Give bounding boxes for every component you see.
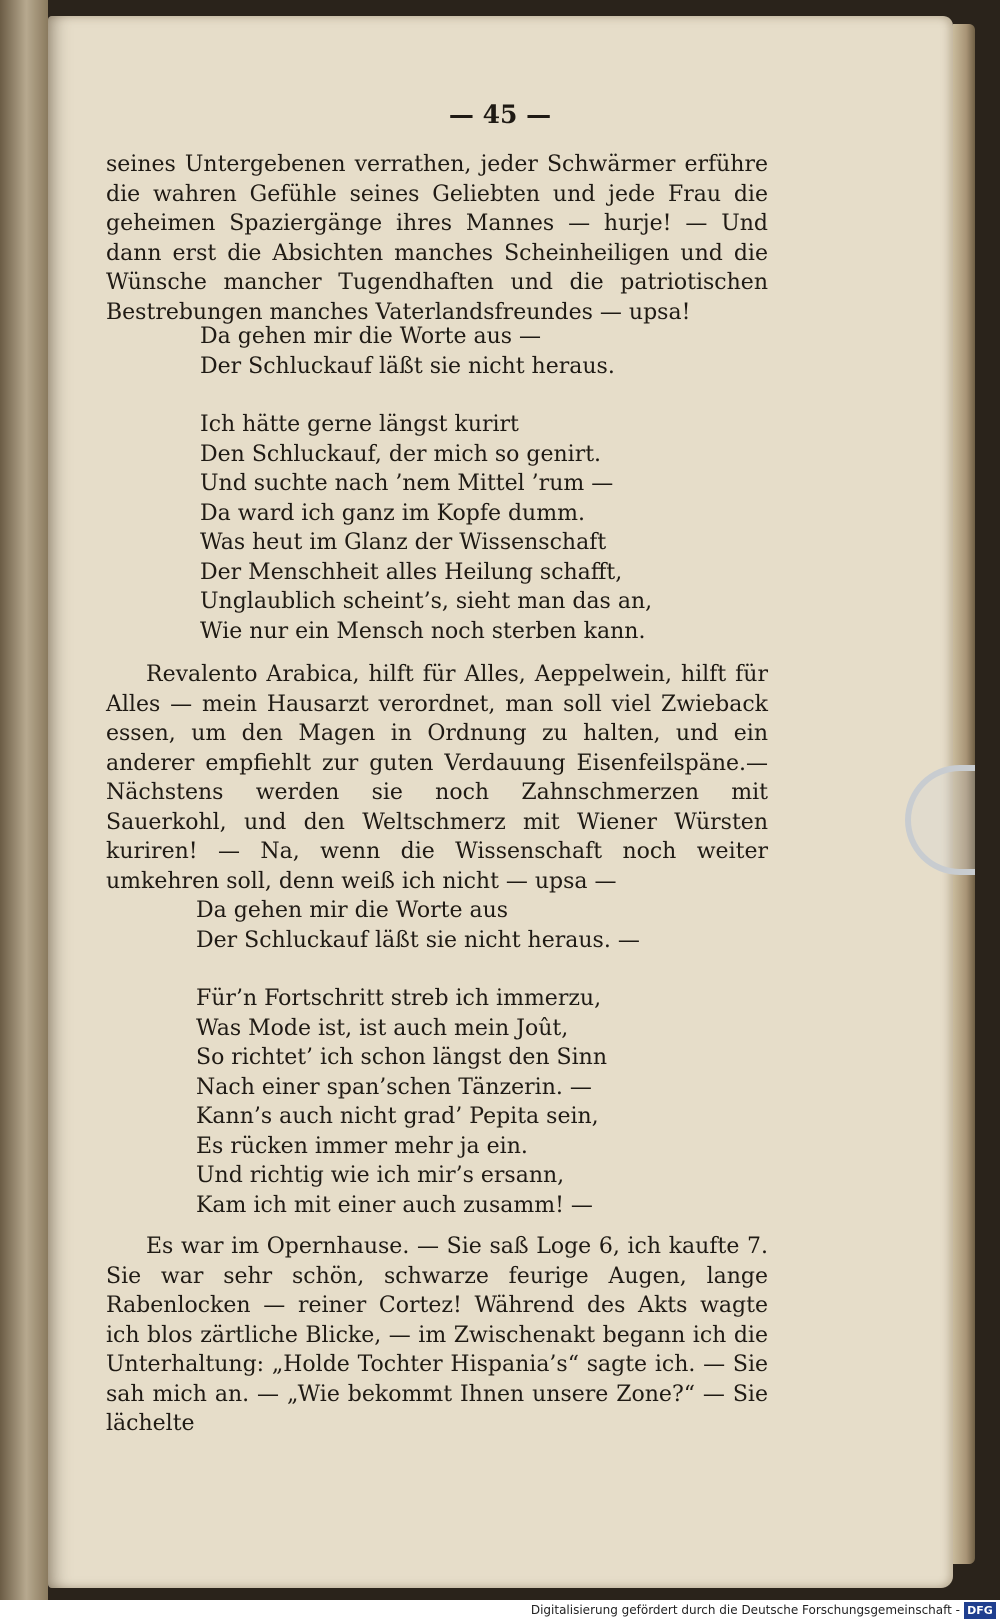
verse-line: So richtet’ ich schon längst den Sinn	[196, 1045, 607, 1070]
footer-credit: Digitalisierung gefördert durch die Deutsche Forschungsgemeinschaft -	[530, 1603, 960, 1617]
verse-line: Was heut im Glanz der Wissenschaft	[200, 530, 607, 555]
paragraph-1: seines Untergebenen verrathen, jeder Schwärmer erführe die wahren Gefühle seines Geliebten und jede Frau die geheimen Spaziergänge ihres Mannes — hurje! — Und dann erst die Absichten manches Scheinheiligen und die Wünsche mancher Tugendhaften und die patriotischen Bestrebungen manches Vaterlandsfreundes — upsa!	[106, 152, 768, 325]
stanza-1	[200, 410, 652, 646]
verse-line: Nach einer span’schen Tänzerin. —	[196, 1074, 592, 1100]
refrain-1	[200, 322, 615, 381]
footer	[0, 1600, 1000, 1622]
verse-line: Ich hätte gerne längst kurirt	[200, 412, 519, 437]
verse-line: Der Schluckauf läßt sie nicht heraus. —	[196, 927, 640, 953]
verse-line: Kam ich mit einer auch zusamm! —	[196, 1192, 593, 1218]
stanza-2	[196, 984, 607, 1220]
verse-line: Und suchte nach ’nem Mittel ’rum —	[200, 471, 614, 496]
verse-line: Es rücken immer mehr ja ein.	[196, 1133, 528, 1159]
verse-line: Wie nur ein Mensch noch sterben kann.	[200, 618, 646, 644]
verse-line: Den Schluckauf, der mich so genirt.	[200, 441, 602, 467]
verse-line: Der Menschheit alles Heilung schafft,	[200, 559, 623, 585]
adjacent-page-edge	[0, 0, 48, 1600]
verse-line: Für’n Fortschritt streb ich immerzu,	[196, 986, 602, 1011]
verse-line: Kann’s auch nicht grad’ Pepita sein,	[196, 1104, 599, 1129]
verse-line: Und richtig wie ich mir’s ersann,	[196, 1163, 565, 1188]
verse-line: Der Schluckauf läßt sie nicht heraus.	[200, 353, 615, 379]
paragraph-3: Es war im Opernhause. — Sie saß Loge 6, ich kaufte 7. Sie war sehr schön, schwarze feurige Augen, lange Rabenlocken — reiner Cortez! Während des Akts wagte ich blos zärtliche Blicke, — im Zwischenakt begann ich die Unterhaltung: „Holde Tochter Hispania’s“ sagte ich. — Sie sah mich an. — „Wie bekommt Ihnen unsere Zone?“ — Sie lächelte	[106, 1234, 768, 1436]
verse-line: Da gehen mir die Worte aus	[196, 898, 509, 923]
dfg-logo: DFG	[964, 1602, 996, 1619]
refrain-2	[196, 896, 640, 955]
paragraph-2: Revalento Arabica, hilft für Alles, Aeppelwein, hilft für Alles — mein Hausarzt verordnet, man soll viel Zwieback essen, um den Magen in Ordnung zu halten, und ein anderer empfiehlt zur guten Verdauung Eisenfeilspäne.— Nächstens werden sie noch Zahnschmerzen mit Sauerkohl, und den Weltschmerz mit Wiener Würsten kuriren! — Na, wenn die Wissenschaft noch weiter umkehren soll, denn weiß ich nicht — upsa —	[106, 662, 768, 894]
verse-line: Da ward ich ganz im Kopfe dumm.	[200, 500, 585, 526]
page-number: — 45 —	[448, 100, 552, 129]
verse-line: Was Mode ist, ist auch mein Joût,	[196, 1015, 569, 1041]
verse-line: Da gehen mir die Worte aus —	[200, 324, 542, 349]
verse-line: Unglaublich scheint’s, sieht man das an,	[200, 589, 653, 614]
